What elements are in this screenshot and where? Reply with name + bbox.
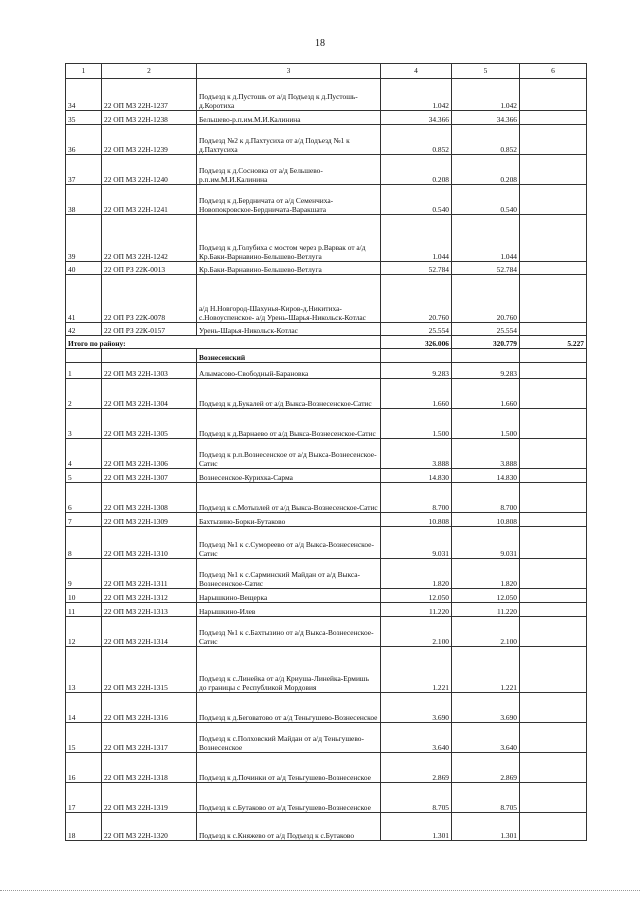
table-row bbox=[66, 589, 587, 603]
length-total: 0.852 bbox=[381, 125, 452, 155]
length-col5: 14.830 bbox=[452, 469, 520, 483]
length-total: 20.760 bbox=[381, 275, 452, 323]
length-col5: 9.283 bbox=[452, 363, 520, 379]
road-name: Подъезд к д.Починки от а/д Теньгушево-Вознесенское bbox=[197, 753, 381, 783]
table-row bbox=[66, 469, 587, 483]
length-total: 0.208 bbox=[381, 155, 452, 185]
road-id-code: 22 ОП МЗ 22Н-1240 bbox=[102, 155, 197, 185]
table-row bbox=[66, 753, 587, 783]
length-total: 10.808 bbox=[381, 513, 452, 527]
length-col6 bbox=[520, 813, 587, 841]
length-total: 1.660 bbox=[381, 379, 452, 409]
road-id-code: 22 ОП МЗ 22Н-1313 bbox=[102, 603, 197, 617]
road-id-code: 22 ОП МЗ 22Н-1317 bbox=[102, 723, 197, 753]
length-col6 bbox=[520, 275, 587, 323]
row-number: 11 bbox=[66, 603, 102, 617]
length-col5: 0.208 bbox=[452, 155, 520, 185]
table-row bbox=[66, 527, 587, 559]
length-col5: 1.301 bbox=[452, 813, 520, 841]
row-number: 4 bbox=[66, 439, 102, 469]
road-id-code: 22 ОП МЗ 22Н-1242 bbox=[102, 215, 197, 262]
length-total: 1.301 bbox=[381, 813, 452, 841]
row-number: 18 bbox=[66, 813, 102, 841]
row-number: 10 bbox=[66, 589, 102, 603]
length-col6 bbox=[520, 409, 587, 439]
table-row bbox=[66, 185, 587, 215]
column-header: 4 bbox=[381, 64, 452, 79]
length-col6 bbox=[520, 783, 587, 813]
length-col5: 1.044 bbox=[452, 215, 520, 262]
length-col5: 12.050 bbox=[452, 589, 520, 603]
road-id-code: 22 ОП МЗ 22Н-1318 bbox=[102, 753, 197, 783]
row-number: 3 bbox=[66, 409, 102, 439]
length-col6 bbox=[520, 527, 587, 559]
length-total: 8.705 bbox=[381, 783, 452, 813]
length-col5: 2.100 bbox=[452, 617, 520, 647]
table-row bbox=[66, 603, 587, 617]
road-id-code: 22 ОП МЗ 22Н-1239 bbox=[102, 125, 197, 155]
column-header: 6 bbox=[520, 64, 587, 79]
road-id-code: 22 ОП МЗ 22Н-1238 bbox=[102, 111, 197, 125]
length-col6 bbox=[520, 559, 587, 589]
row-number: 42 bbox=[66, 323, 102, 336]
table-row bbox=[66, 155, 587, 185]
road-name: Подъезд к д.Беговатово от а/д Теньгушево-Вознесенское bbox=[197, 693, 381, 723]
district-total-row bbox=[66, 336, 587, 349]
length-total: 1.221 bbox=[381, 647, 452, 693]
length-col5: 2.869 bbox=[452, 753, 520, 783]
length-total: 1.042 bbox=[381, 79, 452, 111]
length-col6 bbox=[520, 617, 587, 647]
footer-divider bbox=[0, 890, 640, 891]
length-col6 bbox=[520, 323, 587, 336]
length-col5: 52.784 bbox=[452, 262, 520, 275]
empty-cell bbox=[452, 349, 520, 363]
empty-cell bbox=[520, 349, 587, 363]
district-section-row bbox=[66, 349, 587, 363]
length-total: 52.784 bbox=[381, 262, 452, 275]
road-name: Подъезд к д.Сосновка от а/д Бельшево-р.п.им.М.И.Калинина bbox=[197, 155, 381, 185]
table-row bbox=[66, 783, 587, 813]
road-name: Подъезд №1 к с.Бахтызино от а/д Выкса-Вознесенское-Сатис bbox=[197, 617, 381, 647]
road-id-code: 22 ОП МЗ 22Н-1306 bbox=[102, 439, 197, 469]
row-number: 9 bbox=[66, 559, 102, 589]
road-id-code: 22 ОП МЗ 22Н-1311 bbox=[102, 559, 197, 589]
total-col4: 326.006 bbox=[381, 336, 452, 349]
road-id-code: 22 ОП МЗ 22Н-1310 bbox=[102, 527, 197, 559]
road-name: Подъезд к д.Бердничата от а/д Семенчиха-Новопокровское-Бердничата-Варакшата bbox=[197, 185, 381, 215]
table-row bbox=[66, 363, 587, 379]
road-name: Подъезд к с.Линейка от а/д Криуша-Линейка-Ермишь до границы с Республикой Мордовия bbox=[197, 647, 381, 693]
length-col6 bbox=[520, 647, 587, 693]
table-row bbox=[66, 262, 587, 275]
length-total: 8.700 bbox=[381, 483, 452, 513]
district-name: Вознесенский bbox=[197, 349, 381, 363]
table-row bbox=[66, 379, 587, 409]
length-total: 12.050 bbox=[381, 589, 452, 603]
table-row bbox=[66, 111, 587, 125]
length-col5: 9.031 bbox=[452, 527, 520, 559]
total-label: Итого по району: bbox=[66, 336, 381, 349]
road-name: Подъезд к д.Варнаево от а/д Выкса-Вознесенское-Сатис bbox=[197, 409, 381, 439]
row-number: 13 bbox=[66, 647, 102, 693]
length-col5: 20.760 bbox=[452, 275, 520, 323]
length-total: 1.044 bbox=[381, 215, 452, 262]
table-row bbox=[66, 483, 587, 513]
road-name: Подъезд к с.Княжево от а/д Подъезд к с.Бутаково bbox=[197, 813, 381, 841]
length-col5: 0.540 bbox=[452, 185, 520, 215]
road-name: Подъезд к д.Букалей от а/д Выкса-Вознесенское-Сатис bbox=[197, 379, 381, 409]
road-id-code: 22 ОП МЗ 22Н-1304 bbox=[102, 379, 197, 409]
length-col6 bbox=[520, 125, 587, 155]
road-name: а/д Н.Новгород-Шахунья-Киров-д.Никитиха-с.Новоуспенское- а/д Урень-Шарья-Никольск-Котлас bbox=[197, 275, 381, 323]
length-col6 bbox=[520, 693, 587, 723]
length-col5: 1.660 bbox=[452, 379, 520, 409]
road-id-code: 22 ОП МЗ 22Н-1320 bbox=[102, 813, 197, 841]
row-number: 6 bbox=[66, 483, 102, 513]
road-name: Подъезд к д.Голубиха с мостом через р.Варвак от а/д Кр.Баки-Варнавино-Бельшево-Ветлуга bbox=[197, 215, 381, 262]
road-name: Подъезд к с.Бутаково от а/д Теньгушево-Вознесенское bbox=[197, 783, 381, 813]
length-col6 bbox=[520, 603, 587, 617]
page-number: 18 bbox=[315, 38, 325, 49]
length-col6 bbox=[520, 79, 587, 111]
length-col6 bbox=[520, 379, 587, 409]
table-row bbox=[66, 813, 587, 841]
road-name: Нарышкино-Вещерка bbox=[197, 589, 381, 603]
length-col5: 3.690 bbox=[452, 693, 520, 723]
column-header: 2 bbox=[102, 64, 197, 79]
length-col6 bbox=[520, 513, 587, 527]
table-row bbox=[66, 513, 587, 527]
table-row bbox=[66, 647, 587, 693]
length-col6 bbox=[520, 111, 587, 125]
table-row bbox=[66, 79, 587, 111]
row-number: 7 bbox=[66, 513, 102, 527]
road-id-code: 22 ОП МЗ 22Н-1315 bbox=[102, 647, 197, 693]
row-number: 39 bbox=[66, 215, 102, 262]
road-name: Подъезд №1 к с.Сарминский Майдан от а/д Выкса-Вознесенское-Сатис bbox=[197, 559, 381, 589]
row-number: 38 bbox=[66, 185, 102, 215]
length-col5: 1.500 bbox=[452, 409, 520, 439]
length-total: 1.820 bbox=[381, 559, 452, 589]
length-total: 2.869 bbox=[381, 753, 452, 783]
row-number: 41 bbox=[66, 275, 102, 323]
column-header: 1 bbox=[66, 64, 102, 79]
road-name: Подъезд к д.Пустошь от а/д Подъезд к д.Пустошь-д.Коротиха bbox=[197, 79, 381, 111]
road-id-code: 22 ОП МЗ 22Н-1309 bbox=[102, 513, 197, 527]
length-col6 bbox=[520, 185, 587, 215]
table-row bbox=[66, 125, 587, 155]
road-id-code: 22 ОП МЗ 22Н-1314 bbox=[102, 617, 197, 647]
row-number: 34 bbox=[66, 79, 102, 111]
road-id-code: 22 ОП МЗ 22Н-1316 bbox=[102, 693, 197, 723]
length-col6 bbox=[520, 215, 587, 262]
length-col6 bbox=[520, 483, 587, 513]
length-total: 2.100 bbox=[381, 617, 452, 647]
row-number: 8 bbox=[66, 527, 102, 559]
table-row bbox=[66, 409, 587, 439]
road-name: Подъезд к с.Мотызлей от а/д Выкса-Вознесенское-Сатис bbox=[197, 483, 381, 513]
road-id-code: 22 ОП МЗ 22Н-1303 bbox=[102, 363, 197, 379]
road-name: Подъезд к с.Полховский Майдан от а/д Теньгушево-Вознесенское bbox=[197, 723, 381, 753]
length-col6 bbox=[520, 589, 587, 603]
table-row bbox=[66, 215, 587, 262]
road-name: Урень-Шарья-Никольск-Котлас bbox=[197, 323, 381, 336]
total-col5: 320.779 bbox=[452, 336, 520, 349]
length-col5: 25.554 bbox=[452, 323, 520, 336]
road-id-code: 22 ОП МЗ 22Н-1305 bbox=[102, 409, 197, 439]
empty-cell bbox=[102, 349, 197, 363]
road-id-code: 22 ОП МЗ 22Н-1312 bbox=[102, 589, 197, 603]
empty-cell bbox=[381, 349, 452, 363]
length-col6 bbox=[520, 469, 587, 483]
length-total: 14.830 bbox=[381, 469, 452, 483]
table-row bbox=[66, 275, 587, 323]
row-number: 16 bbox=[66, 753, 102, 783]
roads-table bbox=[65, 63, 587, 841]
length-col5: 8.700 bbox=[452, 483, 520, 513]
row-number: 36 bbox=[66, 125, 102, 155]
length-col5: 8.705 bbox=[452, 783, 520, 813]
length-total: 9.031 bbox=[381, 527, 452, 559]
table-row bbox=[66, 559, 587, 589]
length-total: 3.690 bbox=[381, 693, 452, 723]
road-name: Бахтызино-Борки-Бутаково bbox=[197, 513, 381, 527]
length-col6 bbox=[520, 262, 587, 275]
road-name: Вознесенское-Курихка-Сарма bbox=[197, 469, 381, 483]
table-row bbox=[66, 323, 587, 336]
row-number: 5 bbox=[66, 469, 102, 483]
column-header: 3 bbox=[197, 64, 381, 79]
road-id-code: 22 ОП МЗ 22Н-1237 bbox=[102, 79, 197, 111]
length-total: 11.220 bbox=[381, 603, 452, 617]
length-total: 34.366 bbox=[381, 111, 452, 125]
road-name: Нарышкино-Илев bbox=[197, 603, 381, 617]
row-number: 37 bbox=[66, 155, 102, 185]
table-row bbox=[66, 617, 587, 647]
road-name: Бельшево-р.п.им.М.И.Калинина bbox=[197, 111, 381, 125]
road-id-code: 22 ОП МЗ 22Н-1307 bbox=[102, 469, 197, 483]
length-col5: 3.888 bbox=[452, 439, 520, 469]
road-id-code: 22 ОП МЗ 22Н-1319 bbox=[102, 783, 197, 813]
length-total: 9.283 bbox=[381, 363, 452, 379]
row-number: 17 bbox=[66, 783, 102, 813]
length-col6 bbox=[520, 155, 587, 185]
length-total: 0.540 bbox=[381, 185, 452, 215]
road-name: Кр.Баки-Варнавино-Бельшево-Ветлуга bbox=[197, 262, 381, 275]
empty-cell bbox=[66, 349, 102, 363]
row-number: 35 bbox=[66, 111, 102, 125]
length-total: 1.500 bbox=[381, 409, 452, 439]
road-name: Подъезд №2 к д.Пахтусиха от а/д Подъезд №1 к д.Пахтусиха bbox=[197, 125, 381, 155]
road-id-code: 22 ОП РЗ 22К-0157 bbox=[102, 323, 197, 336]
road-name: Подъезд к р.п.Вознесенское от а/д Выкса-Вознесенское-Сатис bbox=[197, 439, 381, 469]
length-total: 3.888 bbox=[381, 439, 452, 469]
length-col5: 3.640 bbox=[452, 723, 520, 753]
table-row bbox=[66, 439, 587, 469]
column-header: 5 bbox=[452, 64, 520, 79]
table-row bbox=[66, 723, 587, 753]
table-row bbox=[66, 693, 587, 723]
length-col5: 1.221 bbox=[452, 647, 520, 693]
length-col6 bbox=[520, 723, 587, 753]
row-number: 1 bbox=[66, 363, 102, 379]
length-col5: 10.808 bbox=[452, 513, 520, 527]
row-number: 12 bbox=[66, 617, 102, 647]
row-number: 14 bbox=[66, 693, 102, 723]
length-col6 bbox=[520, 753, 587, 783]
length-col6 bbox=[520, 363, 587, 379]
length-total: 3.640 bbox=[381, 723, 452, 753]
row-number: 2 bbox=[66, 379, 102, 409]
length-col5: 0.852 bbox=[452, 125, 520, 155]
length-col5: 34.366 bbox=[452, 111, 520, 125]
road-id-code: 22 ОП РЗ 22К-0013 bbox=[102, 262, 197, 275]
table-body bbox=[66, 79, 587, 841]
length-col5: 1.820 bbox=[452, 559, 520, 589]
row-number: 40 bbox=[66, 262, 102, 275]
table-header-row bbox=[66, 64, 587, 79]
length-col5: 11.220 bbox=[452, 603, 520, 617]
length-col6 bbox=[520, 439, 587, 469]
road-name: Алымасово-Свободный-Барановка bbox=[197, 363, 381, 379]
length-col5: 1.042 bbox=[452, 79, 520, 111]
row-number: 15 bbox=[66, 723, 102, 753]
road-id-code: 22 ОП РЗ 22К-0078 bbox=[102, 275, 197, 323]
total-col6: 5.227 bbox=[520, 336, 587, 349]
road-id-code: 22 ОП МЗ 22Н-1241 bbox=[102, 185, 197, 215]
road-name: Подъезд №1 к с.Сумореево от а/д Выкса-Вознесенское-Сатис bbox=[197, 527, 381, 559]
length-total: 25.554 bbox=[381, 323, 452, 336]
road-id-code: 22 ОП МЗ 22Н-1308 bbox=[102, 483, 197, 513]
